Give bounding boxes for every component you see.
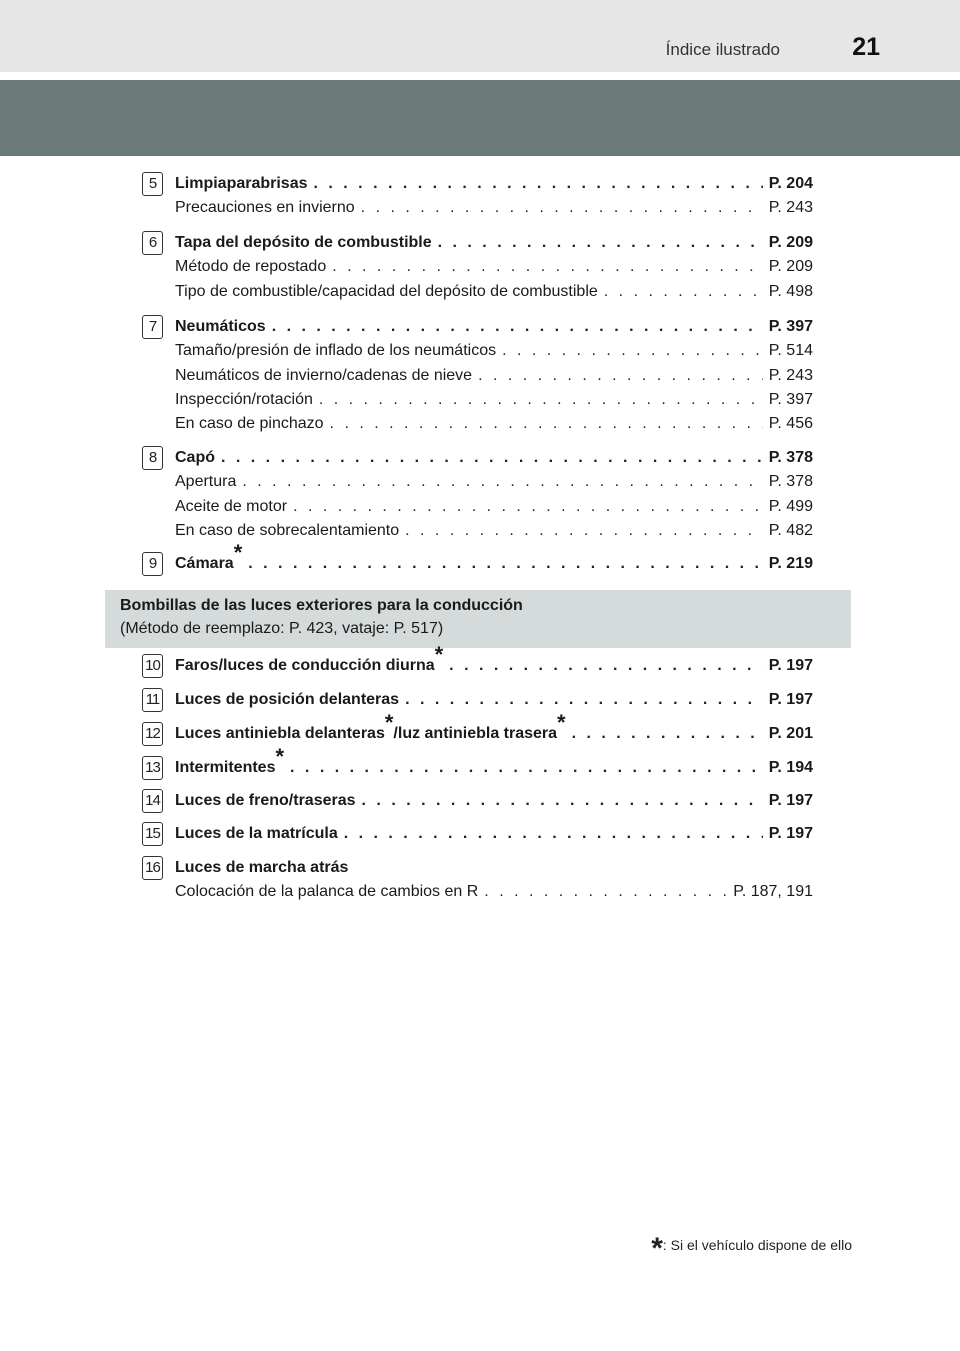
availability-star: * — [384, 709, 394, 735]
dot-leader — [314, 172, 763, 196]
page-reference[interactable]: P. 514 — [768, 342, 813, 360]
availability-star: * — [434, 641, 444, 667]
dot-leader — [449, 654, 763, 678]
dot-leader — [361, 196, 763, 220]
entry-label-text: Tapa del depósito de combustible — [175, 234, 432, 251]
entry-label-text: Luces de freno/traseras — [175, 792, 356, 809]
entry-label-text: /luz antiniebla trasera — [393, 725, 558, 742]
entry-label — [175, 446, 215, 470]
item-number-badge: 8 — [142, 446, 163, 470]
entry-label-text: Faros/luces de conducción diurna — [175, 657, 435, 674]
entry-subline[interactable] — [175, 519, 813, 543]
page-reference[interactable]: P. 194 — [768, 759, 813, 776]
entry-subline[interactable] — [175, 388, 813, 412]
item-number-badge: 7 — [142, 315, 163, 339]
entry-label — [175, 822, 338, 846]
entry-label — [175, 641, 444, 678]
entry-label-text: Luces de marcha atrás — [175, 859, 349, 876]
entry-label — [175, 231, 432, 255]
entry-subline[interactable] — [175, 495, 813, 519]
entry-label — [175, 412, 324, 436]
footnote-star: * — [651, 1232, 663, 1265]
entry-subline[interactable] — [175, 880, 813, 904]
dot-leader — [332, 255, 763, 279]
entry-heading-line[interactable] — [175, 709, 813, 746]
entry-label — [175, 519, 399, 543]
dot-leader — [248, 552, 763, 576]
item-number-badge: 13 — [142, 756, 163, 780]
entry-label-text: Luces de la matrícula — [175, 825, 338, 842]
dot-leader — [221, 446, 763, 470]
entry-label-text: Luces antiniebla delanteras — [175, 725, 385, 742]
dot-leader — [478, 364, 763, 388]
entry-label-text: Neumáticos de invierno/cadenas de nieve — [175, 366, 473, 384]
exterior-bulbs-box — [105, 590, 851, 648]
entry-heading-line[interactable] — [175, 539, 813, 576]
entry-subline[interactable] — [175, 280, 813, 304]
dot-leader — [405, 519, 763, 543]
entry-label-text: Capó — [175, 449, 215, 466]
entry-label-text: Luces de posición delanteras — [175, 691, 400, 708]
availability-star: * — [275, 743, 285, 769]
entry-heading-line[interactable] — [175, 789, 813, 813]
entry-label-text: Aceite de motor — [175, 497, 288, 515]
entry-heading-line[interactable] — [175, 856, 813, 880]
entry-subline[interactable] — [175, 196, 813, 220]
entry-subline[interactable] — [175, 364, 813, 388]
entry-heading-line[interactable] — [175, 172, 813, 196]
dot-leader — [319, 388, 763, 412]
page-reference[interactable]: P. 197 — [768, 657, 813, 674]
footnote — [651, 1224, 852, 1265]
entry-heading-line[interactable] — [175, 231, 813, 255]
entry-subline[interactable] — [175, 339, 813, 363]
entry-heading-line[interactable] — [175, 688, 813, 712]
item-number-badge: 6 — [142, 231, 163, 255]
page-reference[interactable]: P. 197 — [768, 691, 813, 708]
entry-label — [175, 495, 287, 519]
entry-label-text: Método de repostado — [175, 258, 327, 276]
bulbs-box-subtitle: (Método de reemplazo: P. 423, vataje: P. 517) — [120, 620, 444, 637]
dot-leader — [290, 756, 763, 780]
section-title: Índice ilustrado — [665, 40, 780, 59]
page-reference[interactable]: P. 499 — [768, 497, 813, 515]
entry-label — [175, 539, 243, 576]
page-reference[interactable]: P. 187, 191 — [733, 883, 813, 901]
page-reference[interactable]: P. 204 — [768, 175, 813, 192]
item-number-badge: 11 — [142, 688, 163, 712]
entry-heading-line[interactable] — [175, 315, 813, 339]
entry-label — [175, 315, 266, 339]
dot-leader — [604, 280, 763, 304]
entry-label-text: Colocación de la palanca de cambios en R — [175, 883, 479, 901]
dot-leader — [330, 412, 763, 436]
availability-star: * — [233, 539, 243, 565]
page-reference[interactable]: P. 219 — [768, 555, 813, 572]
entry-heading-line[interactable] — [175, 641, 813, 678]
page-reference[interactable]: P. 201 — [768, 725, 813, 742]
entry-label-text: Limpiaparabrisas — [175, 175, 308, 192]
item-number-badge: 5 — [142, 172, 163, 196]
page-reference[interactable]: P. 378 — [768, 473, 813, 491]
footnote-text: : Si el vehículo dispone de ello — [662, 1237, 852, 1253]
entry-label — [175, 709, 566, 746]
entry-label — [175, 280, 598, 304]
availability-star: * — [557, 709, 566, 735]
page-reference[interactable]: P. 209 — [768, 234, 813, 251]
entry-label — [175, 688, 399, 712]
page-reference[interactable]: P. 209 — [768, 258, 813, 276]
entry-label — [175, 388, 313, 412]
entry-label-text: En caso de sobrecalentamiento — [175, 521, 400, 539]
entry-heading-line[interactable] — [175, 822, 813, 846]
page-reference[interactable]: P. 243 — [768, 366, 813, 384]
entry-label-text: Apertura — [175, 473, 237, 491]
item-number-badge: 15 — [142, 822, 163, 846]
entry-label — [175, 339, 496, 363]
entry-subline[interactable] — [175, 255, 813, 279]
page-reference[interactable]: P. 397 — [768, 318, 813, 335]
entry-subline[interactable] — [175, 412, 813, 436]
page-reference[interactable]: P. 197 — [768, 825, 813, 842]
entry-label — [175, 172, 308, 196]
dot-leader — [293, 495, 763, 519]
entry-label-text: Inspección/rotación — [175, 390, 313, 408]
dot-leader — [272, 315, 763, 339]
entry-label-text: Cámara — [175, 555, 234, 572]
entry-label — [175, 255, 326, 279]
dot-leader — [362, 789, 763, 813]
dot-leader — [344, 822, 763, 846]
entry-subline[interactable] — [175, 470, 813, 494]
page-reference[interactable]: P. 378 — [768, 449, 813, 466]
entry-label-text: Intermitentes — [175, 759, 276, 776]
item-number-badge: 10 — [142, 654, 163, 678]
dot-leader — [438, 231, 763, 255]
page-reference[interactable]: P. 397 — [768, 390, 813, 408]
top-strip — [0, 0, 960, 72]
dot-leader — [242, 470, 762, 494]
page-reference[interactable]: P. 482 — [768, 521, 813, 539]
entry-label — [175, 364, 472, 388]
dot-leader — [502, 339, 763, 363]
header-band — [0, 80, 960, 156]
item-number-badge: 16 — [142, 856, 163, 880]
page-reference[interactable]: P. 456 — [768, 415, 813, 433]
item-number-badge: 14 — [142, 789, 163, 813]
entry-label — [175, 880, 478, 904]
entry-heading-line[interactable] — [175, 446, 813, 470]
entry-label — [175, 743, 285, 780]
item-number-badge: 9 — [142, 552, 163, 576]
page-reference[interactable]: P. 243 — [768, 199, 813, 217]
bulbs-box-title: Bombillas de las luces exteriores para la conducción — [120, 597, 523, 614]
entry-label — [175, 856, 348, 880]
dot-leader — [484, 880, 727, 904]
page-reference[interactable]: P. 498 — [768, 282, 813, 300]
entry-label — [175, 196, 355, 220]
entry-label-text: Neumáticos — [175, 318, 266, 335]
entry-label-text: Precauciones en invierno — [175, 199, 355, 217]
entry-label — [175, 470, 236, 494]
page-number: 21 — [852, 33, 880, 61]
entry-label-text: Tamaño/presión de inflado de los neumáticos — [175, 342, 497, 360]
entry-label-text: Tipo de combustible/capacidad del depósito de combustible — [175, 282, 598, 300]
entry-label — [175, 789, 356, 813]
entry-heading-line[interactable] — [175, 743, 813, 780]
entry-label-text: En caso de pinchazo — [175, 415, 324, 433]
dot-leader — [405, 688, 763, 712]
item-number-badge: 12 — [142, 722, 163, 746]
page-reference[interactable]: P. 197 — [768, 792, 813, 809]
dot-leader — [572, 722, 763, 746]
